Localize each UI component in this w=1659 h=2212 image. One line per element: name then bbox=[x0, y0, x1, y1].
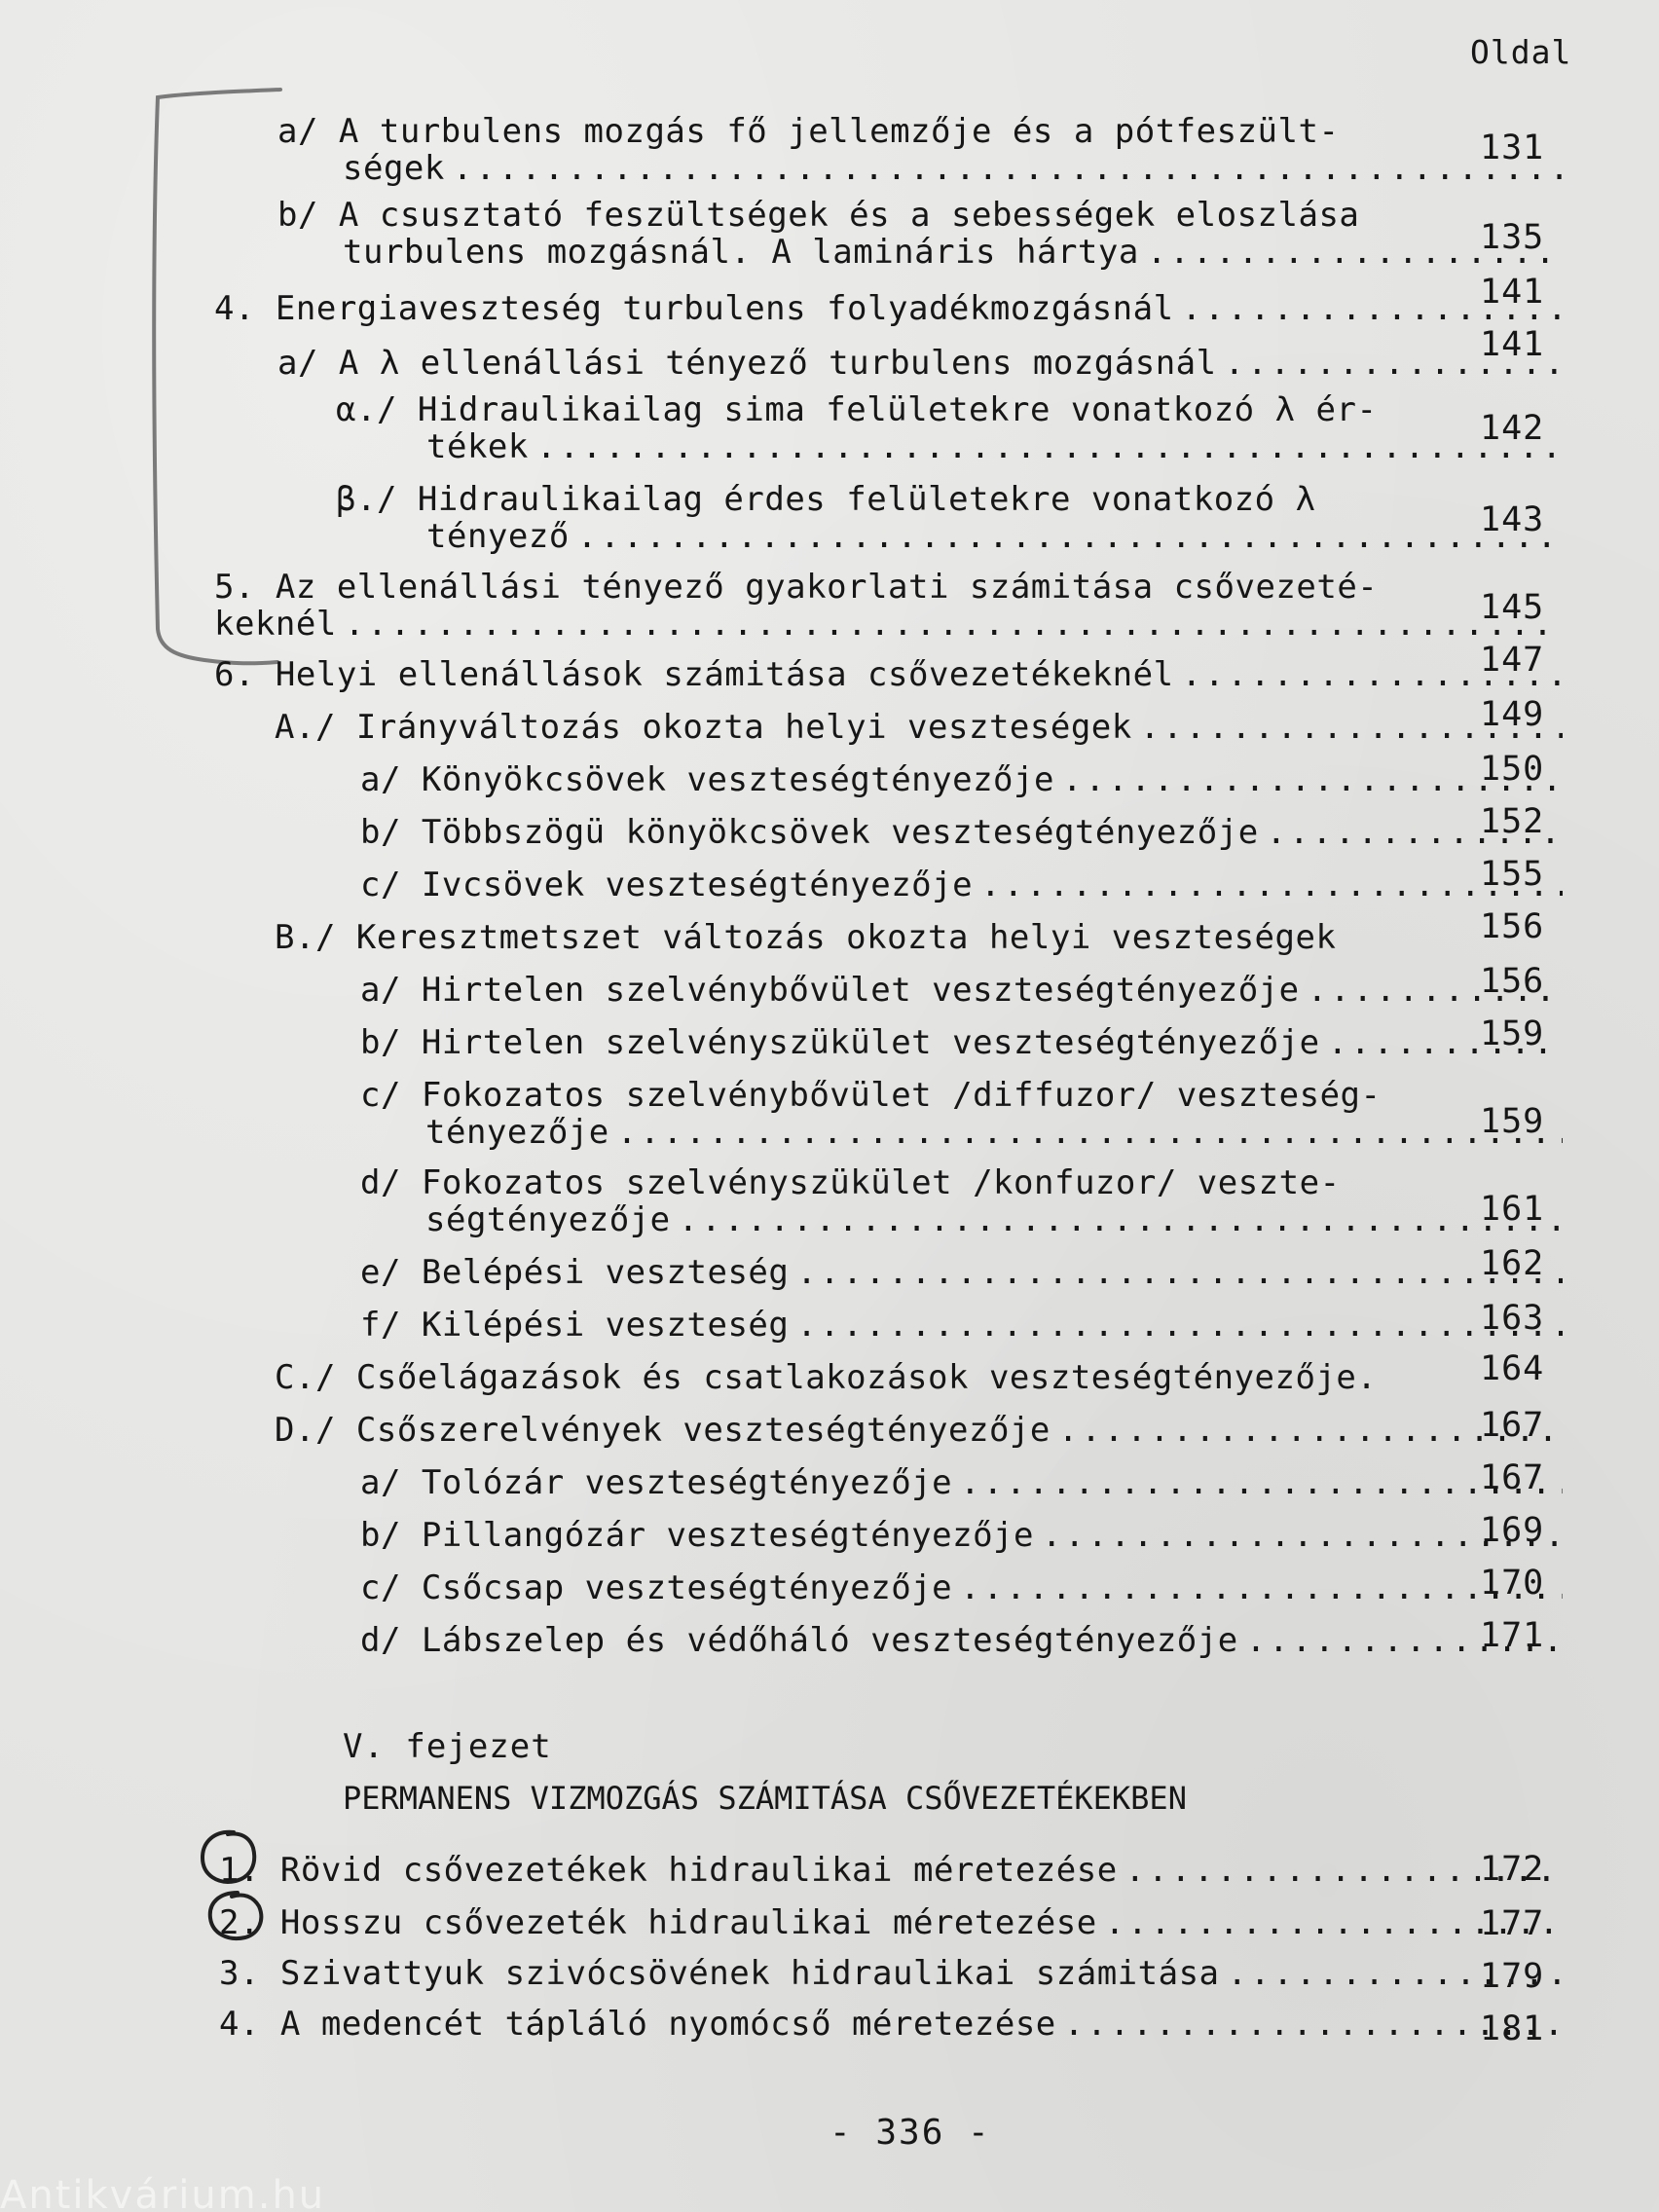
dot-leader bbox=[796, 1254, 1563, 1291]
toc-entry-text: ségtényezője bbox=[425, 1200, 671, 1239]
dot-leader bbox=[536, 428, 1563, 465]
page-column-header: Oldal bbox=[1470, 33, 1572, 71]
toc-entry-text: 4. Energiaveszteség turbulens folyadékmozgásnál bbox=[214, 289, 1174, 328]
toc-page-number: 145 bbox=[1480, 588, 1545, 627]
toc-entry bbox=[360, 1077, 1563, 1151]
toc-entry-text: tényező bbox=[426, 517, 570, 556]
toc-entry-text: b/ Pillangózár veszteségtényezője bbox=[360, 1516, 1035, 1555]
dot-leader bbox=[617, 1114, 1563, 1151]
toc-page-number: 141 bbox=[1480, 325, 1545, 364]
toc-entry-text: c/ Csőcsap veszteségtényezője bbox=[360, 1568, 953, 1607]
toc-entry bbox=[275, 919, 1563, 956]
toc-entry bbox=[360, 1464, 1563, 1501]
toc-entry-text: c/ Ivcsövek veszteségtényezője bbox=[360, 866, 974, 904]
toc-entry-text: b/ Többszögü könyökcsövek veszteségtényezője bbox=[360, 813, 1259, 852]
toc-entry-text: 2. Hosszu csővezeték hidraulikai méretezése bbox=[219, 1903, 1097, 1942]
toc-page-number: 171 bbox=[1480, 1616, 1545, 1655]
toc-entry bbox=[360, 1164, 1563, 1238]
dot-leader bbox=[453, 150, 1563, 187]
toc-page-number: 163 bbox=[1480, 1299, 1545, 1338]
toc-entry bbox=[360, 761, 1563, 798]
toc-page-number: 159 bbox=[1480, 1014, 1545, 1053]
toc-entry-text: d/ Fokozatos szelvényszükület /konfuzor/ veszte- bbox=[360, 1163, 1341, 1202]
toc-entry-text: a/ A turbulens mozgás fő jellemzője és a pótfeszült- bbox=[277, 112, 1340, 151]
toc-entry-text: 5. Az ellenállási tényező gyakorlati számitása csővezeté- bbox=[214, 568, 1379, 607]
toc-entry bbox=[360, 1307, 1563, 1344]
toc-entry-text: ségek bbox=[343, 149, 445, 188]
toc-page-number: 149 bbox=[1480, 695, 1545, 734]
toc-page-number: 169 bbox=[1480, 1511, 1545, 1550]
dot-leader bbox=[679, 1201, 1563, 1238]
toc-entry-text: tékek bbox=[426, 427, 529, 466]
toc-entry-text: D./ Csőszerelvények veszteségtényezője bbox=[275, 1411, 1051, 1450]
toc-page-number: 159 bbox=[1480, 1102, 1545, 1141]
toc-page-number: 155 bbox=[1480, 855, 1545, 894]
toc-page-number: 143 bbox=[1480, 500, 1545, 539]
toc-entry-text: d/ Lábszelep és védőháló veszteségtényezője bbox=[360, 1621, 1238, 1660]
toc-entry-text: f/ Kilépési veszteség bbox=[360, 1306, 790, 1345]
dot-leader bbox=[796, 1307, 1563, 1344]
toc-entry-text: keknél bbox=[214, 605, 337, 644]
watermark: Antikvárium.hu bbox=[0, 2173, 326, 2212]
toc-entry-text: a/ A λ ellenállási tényező turbulens mozgásnál bbox=[277, 344, 1217, 383]
dot-leader bbox=[960, 1569, 1563, 1606]
toc-entry-text: e/ Belépési veszteség bbox=[360, 1253, 790, 1292]
toc-entry-text: b/ A csusztató feszültségek és a sebességek eloszlása bbox=[277, 196, 1360, 235]
toc-page-number: 147 bbox=[1480, 641, 1545, 680]
toc-entry bbox=[219, 2006, 1563, 2043]
toc-entry bbox=[214, 569, 1563, 643]
toc-entry bbox=[336, 391, 1563, 465]
toc-entry bbox=[360, 1622, 1563, 1659]
toc-entry bbox=[277, 113, 1563, 187]
toc-entry bbox=[360, 1517, 1563, 1554]
dot-leader bbox=[980, 866, 1563, 903]
toc-page-number: 135 bbox=[1480, 218, 1545, 257]
toc-entry-text: a/ Könyökcsövek veszteségtényezője bbox=[360, 760, 1054, 799]
toc-entry bbox=[336, 481, 1563, 555]
toc-entry-text: 1. Rövid csővezetékek hidraulikai méretezése bbox=[219, 1851, 1118, 1890]
toc-page-number: 167 bbox=[1480, 1458, 1545, 1497]
toc-entry-text: A./ Irányváltozás okozta helyi veszteségek bbox=[275, 708, 1132, 747]
toc-page-number: 167 bbox=[1480, 1406, 1545, 1445]
page-number: - 336 - bbox=[830, 2113, 991, 2153]
toc-entry bbox=[219, 1955, 1563, 1992]
toc-entry-text: turbulens mozgásnál. A lamináris hártya bbox=[343, 233, 1139, 272]
toc-entry-text: β./ Hidraulikailag érdes felületekre vonatkozó λ bbox=[336, 480, 1316, 519]
chapter-title: PERMANENS VIZMOZGÁS SZÁMITÁSA CSŐVEZETÉKEKBEN bbox=[343, 1780, 1187, 1817]
toc-entry-text: B./ Keresztmetszet változás okozta helyi veszteségek bbox=[275, 918, 1337, 957]
toc-entry-text: tényezője bbox=[425, 1113, 609, 1152]
toc-page-number: 131 bbox=[1480, 129, 1545, 167]
toc-entry bbox=[360, 866, 1563, 903]
toc-page-number: 150 bbox=[1480, 750, 1545, 789]
chapter-label: V. fejezet bbox=[343, 1727, 552, 1766]
toc-entry bbox=[277, 345, 1563, 382]
toc-entry-text: 4. A medencét tápláló nyomócső méretezése bbox=[219, 2005, 1056, 2044]
toc-page-number: 156 bbox=[1480, 962, 1545, 1001]
toc-page-number: 164 bbox=[1480, 1349, 1545, 1388]
toc-entry-text: 6. Helyi ellenállások számitása csővezetékeknél bbox=[214, 655, 1174, 694]
toc-entry-text: α./ Hidraulikailag sima felületekre vonatkozó λ ér- bbox=[336, 390, 1378, 429]
toc-entry-text: b/ Hirtelen szelvényszükület veszteségtényezője bbox=[360, 1023, 1320, 1062]
toc-entry bbox=[360, 1254, 1563, 1291]
toc-entry bbox=[360, 1024, 1563, 1061]
dot-leader bbox=[960, 1464, 1563, 1501]
toc-entry-text: a/ Hirtelen szelvénybővület veszteségtényezője bbox=[360, 971, 1300, 1010]
dot-leader bbox=[345, 606, 1563, 643]
toc-entry bbox=[277, 197, 1563, 271]
toc-entry bbox=[219, 1904, 1563, 1941]
toc-page-number: 152 bbox=[1480, 802, 1545, 841]
toc-page-number: 162 bbox=[1480, 1244, 1545, 1283]
toc-entry bbox=[275, 1359, 1563, 1396]
toc-entry bbox=[360, 814, 1563, 851]
toc-entry-text: c/ Fokozatos szelvénybővület /diffuzor/ veszteség- bbox=[360, 1076, 1382, 1115]
toc-entry bbox=[214, 290, 1563, 327]
toc-page-number: 179 bbox=[1480, 1957, 1545, 1996]
toc-entry-text: 3. Szivattyuk szivócsövének hidraulikai számitása bbox=[219, 1954, 1220, 1993]
toc-page-number: 156 bbox=[1480, 907, 1545, 946]
toc-entry-text: a/ Tolózár veszteségtényezője bbox=[360, 1463, 953, 1502]
toc-page-number: 170 bbox=[1480, 1564, 1545, 1603]
toc-entry bbox=[360, 1569, 1563, 1606]
toc-page-number: 172 bbox=[1480, 1850, 1545, 1889]
toc-entry bbox=[275, 1412, 1563, 1449]
toc-entry bbox=[360, 972, 1563, 1009]
toc-page-number: 177 bbox=[1480, 1904, 1545, 1943]
toc-page-number: 141 bbox=[1480, 273, 1545, 312]
toc-page-number: 142 bbox=[1480, 409, 1545, 448]
toc-page-number: 161 bbox=[1480, 1190, 1545, 1229]
toc-entry bbox=[214, 656, 1563, 693]
toc-entry bbox=[275, 709, 1563, 746]
toc-page-number: 181 bbox=[1480, 2009, 1545, 2048]
toc-entry bbox=[219, 1852, 1563, 1889]
dot-leader bbox=[577, 518, 1563, 555]
toc-entry-text: C./ Csőelágazások és csatlakozások veszteségtényezője. bbox=[275, 1358, 1378, 1397]
